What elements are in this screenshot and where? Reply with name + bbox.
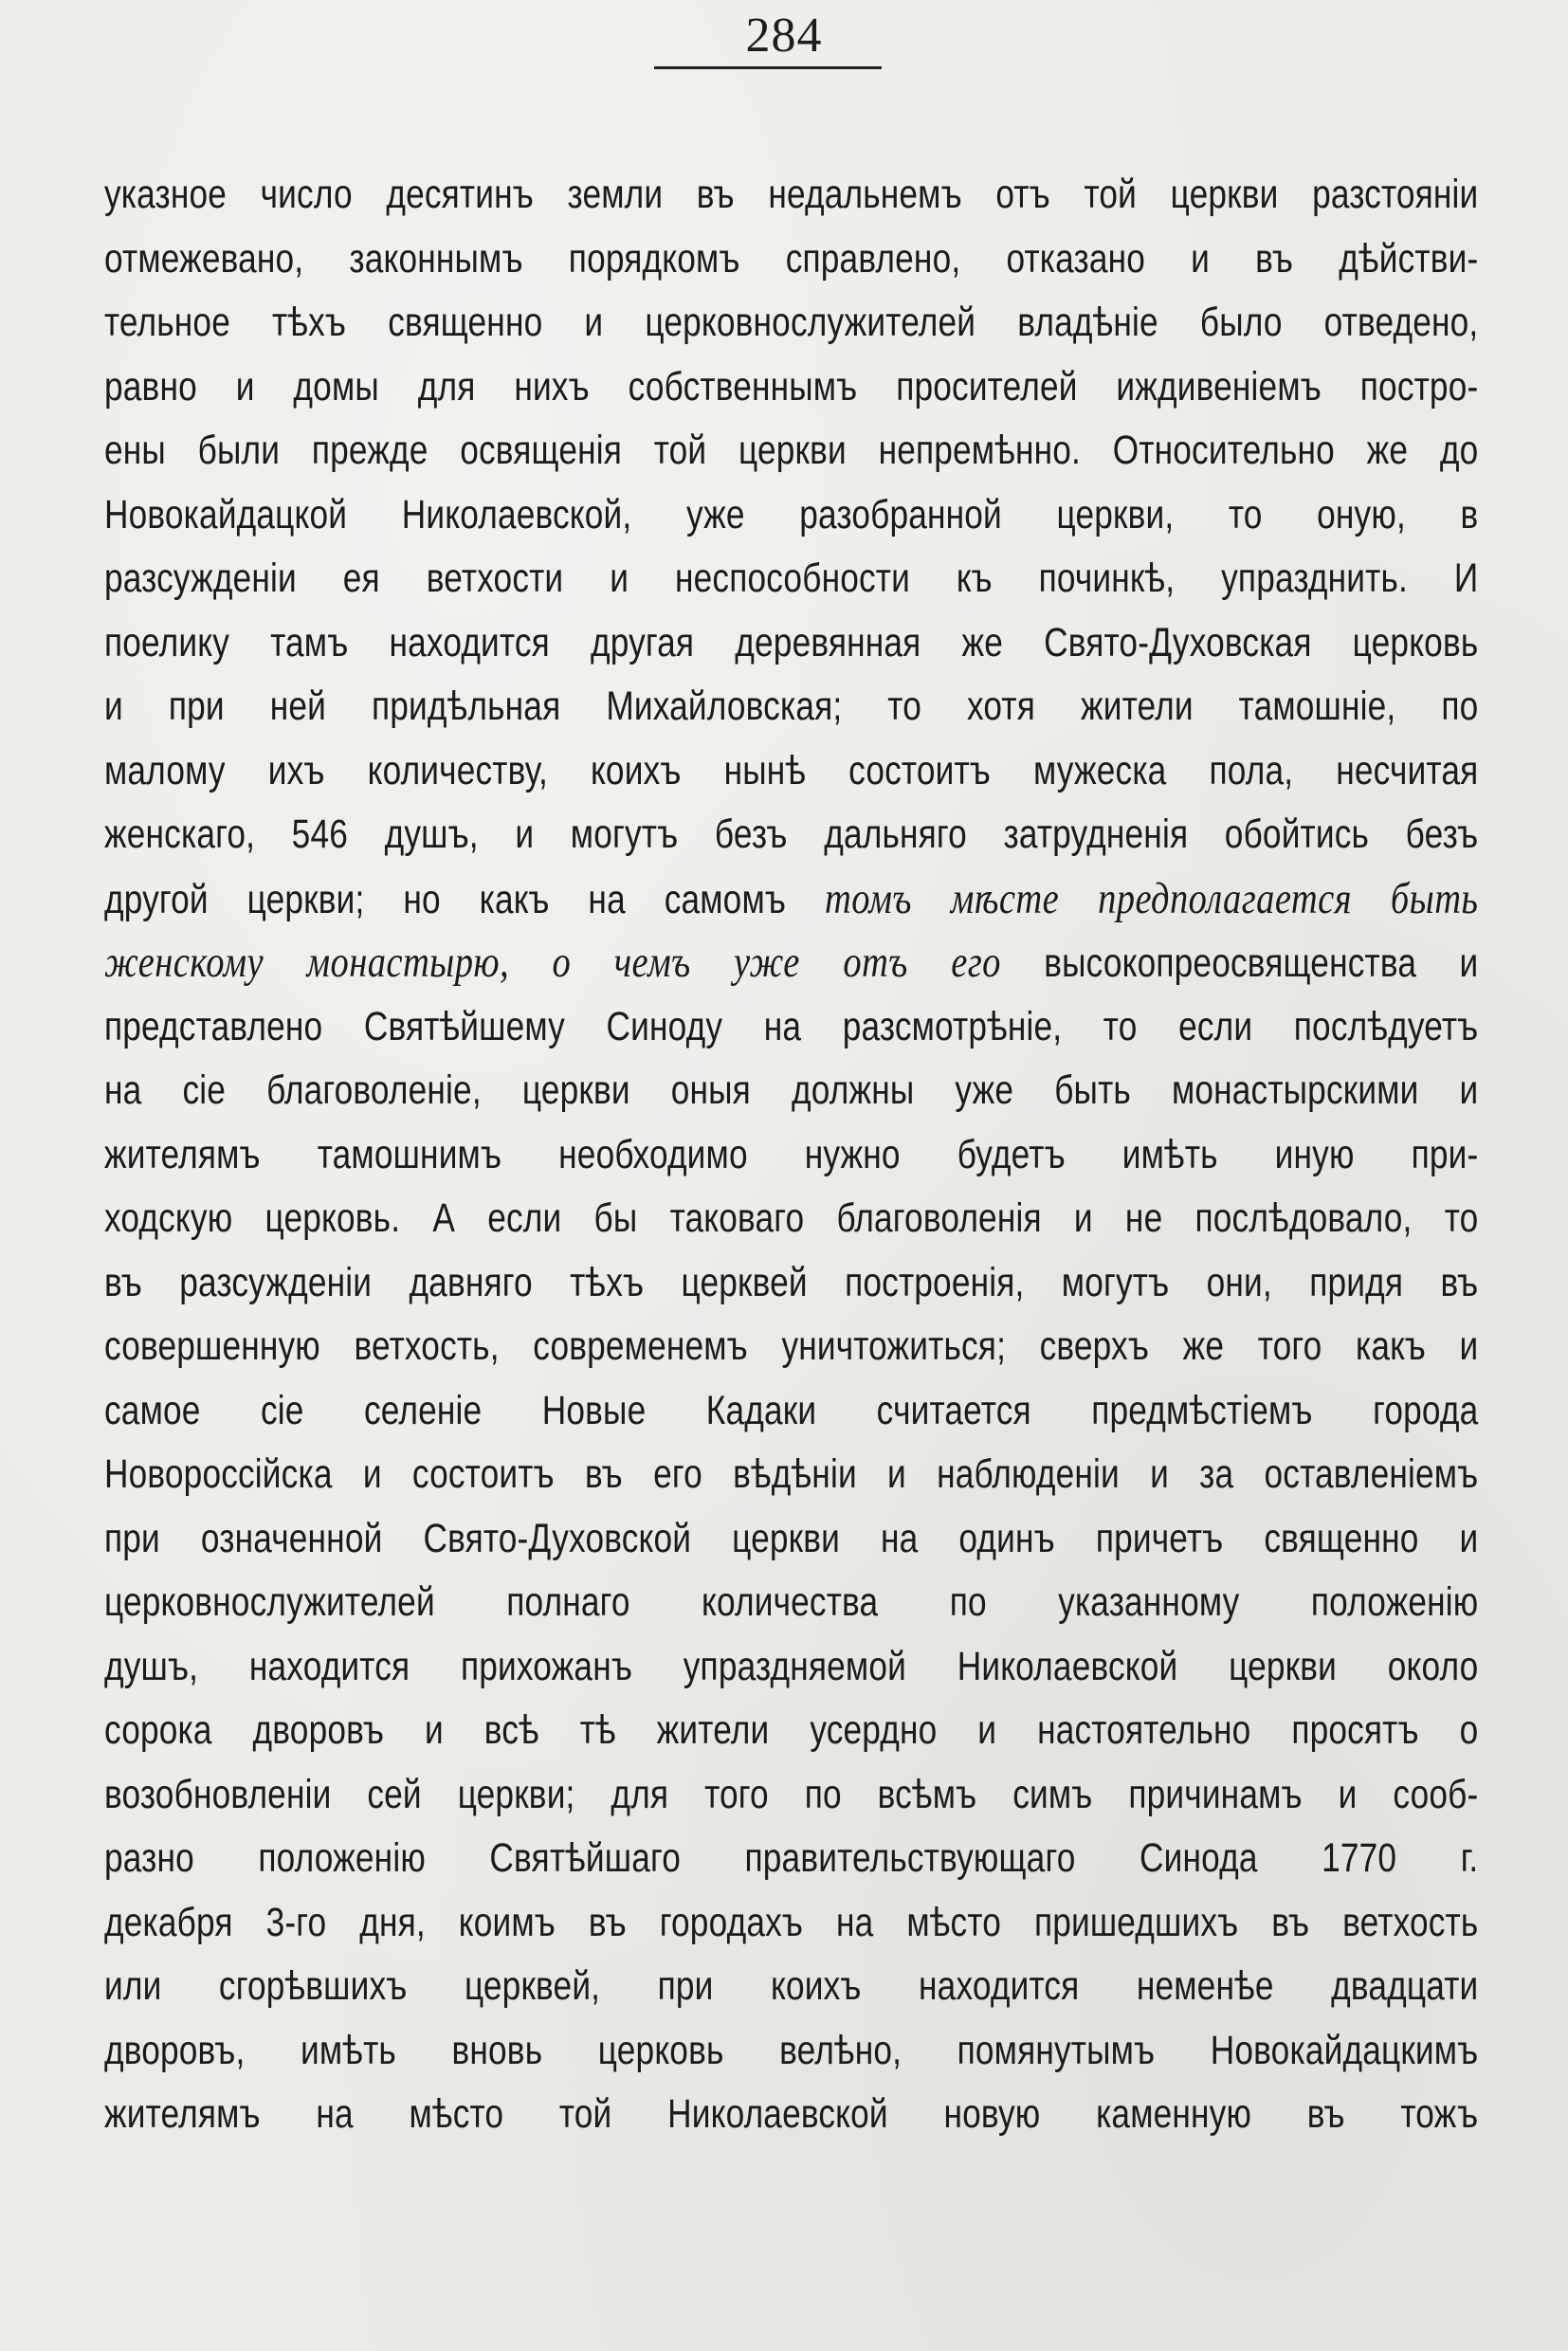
- text-line: или сгорѣвшихъ церквей, при коихъ находится неменѣе двадцати: [104, 1963, 1479, 2009]
- text-line: въ разсужденіи давняго тѣхъ церквей построенія, могутъ они, придя въ: [104, 1259, 1479, 1305]
- text-line: разно положенію Святѣйшаго правительствующаго Синода 1770 г.: [104, 1835, 1479, 1881]
- text-line: Новокайдацкой Николаевской, уже разобранной церкви, то оную, в: [104, 491, 1479, 538]
- text-line: жителямъ тамошнимъ необходимо нужно будетъ имѣть иную при-: [104, 1131, 1479, 1177]
- body-text: [104, 163, 1479, 2147]
- text-line: представлено Святѣйшему Синоду на разсмотрѣніе, то если послѣдуетъ: [104, 1003, 1479, 1049]
- text-line-mixed: [104, 867, 1478, 932]
- text-line: совершенную ветхость, современемъ уничтожиться; сверхъ же того какъ и: [104, 1323, 1479, 1369]
- text-line: ены были прежде освященія той церкви непремѣнно. Относительно же до: [104, 428, 1479, 473]
- page-number: 284: [745, 9, 823, 63]
- text-line: самое сіе селеніе Новые Кадаки считается предмѣстіемъ города: [104, 1387, 1479, 1433]
- text-line: церковнослужителей полнаго количества по указанному положенію: [104, 1579, 1479, 1625]
- text-line: душъ, находится прихожанъ упраздняемой Николаевской церкви около: [104, 1643, 1479, 1689]
- text-line: разсужденіи ея ветхости и неспособности къ починкѣ, упразднить. И: [104, 556, 1479, 601]
- text-line: декабря 3-го дня, коимъ въ городахъ на мѣсто пришедшихъ въ ветхость: [104, 1899, 1479, 1945]
- plain-segment: другой церкви; но какъ на самомъ: [104, 876, 825, 922]
- text-line: на сіе благоволеніе, церкви оныя должны уже быть монастырскими и: [104, 1067, 1479, 1113]
- text-line: указное число десятинъ земли въ недальнемъ отъ той церкви разстояніи: [104, 172, 1479, 217]
- text-line-mixed: [104, 931, 1478, 995]
- text-line: при означенной Свято-Духовской церкви на одинъ причетъ священно и: [104, 1515, 1479, 1561]
- page-number-rule: [654, 66, 882, 69]
- italic-segment: женскому монастырю, о чемъ уже отъ его: [104, 938, 1001, 987]
- text-line: ходскую церковь. А если бы таковаго благоволенія и не послѣдовало, то: [104, 1195, 1479, 1241]
- text-line: жителямъ на мѣсто той Николаевской новую каменную въ тожъ: [104, 2091, 1479, 2137]
- text-line: тельное тѣхъ священно и церковнослужителей владѣніе было отведено,: [104, 300, 1479, 345]
- text-line: малому ихъ количеству, коихъ нынѣ состоитъ мужеска пола, несчитая: [104, 747, 1479, 793]
- text-line: равно и домы для нихъ собственнымъ просителей иждивеніемъ постро-: [104, 363, 1479, 410]
- text-line: сорока дворовъ и всѣ тѣ жители усердно и настоятельно просятъ о: [104, 1707, 1479, 1753]
- plain-segment: высокопреосвященства и: [1000, 940, 1479, 986]
- text-line: поелику тамъ находится другая деревянная же Свято-Духовская церковь: [104, 619, 1479, 665]
- text-line: и при ней придѣльная Михайловская; то хотя жители тамошніе, по: [104, 683, 1479, 729]
- italic-segment: томъ мѣсте предполагается быть: [824, 873, 1479, 923]
- text-line: дворовъ, имѣть вновь церковь велѣно, помянутымъ Новокайдацкимъ: [104, 2027, 1479, 2073]
- text-line: возобновленіи сей церкви; для того по всѣмъ симъ причинамъ и сооб-: [104, 1771, 1479, 1817]
- text-line: Новороссійска и состоитъ въ его вѣдѣніи и наблюденіи и за оставленіемъ: [104, 1451, 1479, 1497]
- text-line: отмежевано, законнымъ порядкомъ справлено, отказано и въ дѣйстви-: [104, 235, 1479, 282]
- text-line: женскаго, 546 душъ, и могутъ безъ дальняго затрудненія обойтись безъ: [104, 811, 1479, 857]
